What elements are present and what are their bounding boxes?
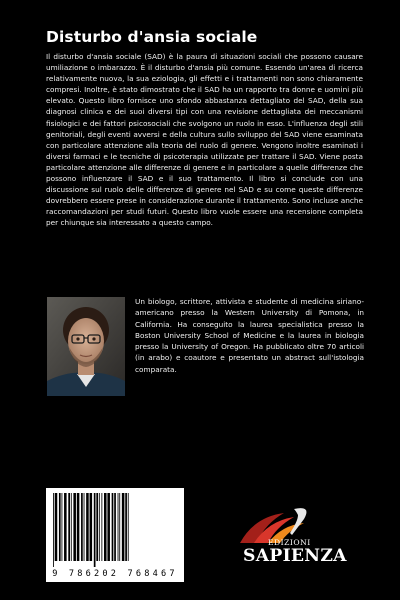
barcode-bar xyxy=(107,493,110,561)
barcode-bar xyxy=(94,493,96,567)
barcode-bar xyxy=(59,493,61,561)
barcode-bar xyxy=(112,493,114,561)
barcode-bar xyxy=(53,493,54,567)
barcode-bar xyxy=(114,493,116,561)
author-bio: Un biologo, scrittore, attivista e studente di medicina siriano-americano presso la Western University di Pomona, in California. Ha conseguito la laurea specialistica presso la Boston University School of Medicine e la laurea in biologia presso la University of Oregon. Ha pubblicato oltre 70 articoli (in arabo) e coautore e presentato un abstract sull'istologia comparata. xyxy=(135,297,364,374)
book-title: Disturbo d'ansia sociale xyxy=(46,28,258,46)
barcode-bar xyxy=(55,493,58,561)
barcode-bar xyxy=(64,493,67,561)
barcode-bar xyxy=(118,493,119,561)
barcode-bar xyxy=(90,493,93,561)
barcode-bar xyxy=(125,493,127,561)
barcode-digits: 9 786202 768467 xyxy=(52,569,178,579)
barcode-bar xyxy=(101,493,102,561)
publisher-name-small: EDIZIONI xyxy=(268,538,311,547)
barcode-bar xyxy=(84,493,85,561)
barcode-bar xyxy=(104,493,107,561)
barcode-bar xyxy=(77,493,80,561)
barcode-bar xyxy=(86,493,89,561)
barcode-bar xyxy=(122,493,125,561)
barcode-bar xyxy=(81,493,83,561)
barcode-bar xyxy=(119,493,120,561)
author-photo xyxy=(47,297,125,396)
barcode-bar xyxy=(96,493,98,561)
barcode-bars xyxy=(50,493,180,567)
barcode-bar xyxy=(128,493,129,561)
barcode-bar xyxy=(68,493,70,561)
barcode-bar xyxy=(99,493,100,561)
barcode-bar xyxy=(62,493,63,561)
barcode-bar xyxy=(73,493,76,561)
barcode-bar xyxy=(71,493,72,561)
book-description: Il disturbo d'ansia sociale (SAD) è la paura di situazioni sociali che possono causare umiliazione o imbarazzo. È il disturbo d'ansia più comune. Essendo un'area di ricerca relativamente nuova, la sua eziologia, gli effetti e i trattamenti non sono chiaramente compresi. Inoltre, è stato dimostrato che il SAD ha un rapporto tra donne e uomini più elevato. Questo libro fornisce uno sfondo abbastanza dettagliato del SAD, della sua diagnosi clinica e dei suoi diversi tipi con una revisione dettagliata dei meccanismi fisiologici e dei fattori psicosociali che svolgono un ruolo in esso. L'influenza degli stili genitoriali, degli eventi avversi e della cultura sullo sviluppo del SAD viene esaminata con particolare attenzione alla teoria del ruolo di genere. Vengono inoltre esaminati i diversi farmaci e le tecniche di psicoterapia utilizzate per trattare il SAD. Viene posta particolare attenzione alle differenze di genere e in particolare a quelle differenze che possono influenzare il SAD e il suo trattamento. Il libro si conclude con una discussione sul ruolo delle differenze di genere nel SAD e su come queste differenze dovrebbero essere prese in considerazione durante il trattamento. Sono incluse anche raccomandazioni per studi futuri. Questo libro vuole essere una recensione completa per chiunque sia interessato a questo campo. xyxy=(46,52,363,228)
author-portrait-icon xyxy=(47,297,125,396)
publisher-name-big: SAPIENZA xyxy=(243,546,347,566)
isbn-barcode xyxy=(46,488,184,582)
